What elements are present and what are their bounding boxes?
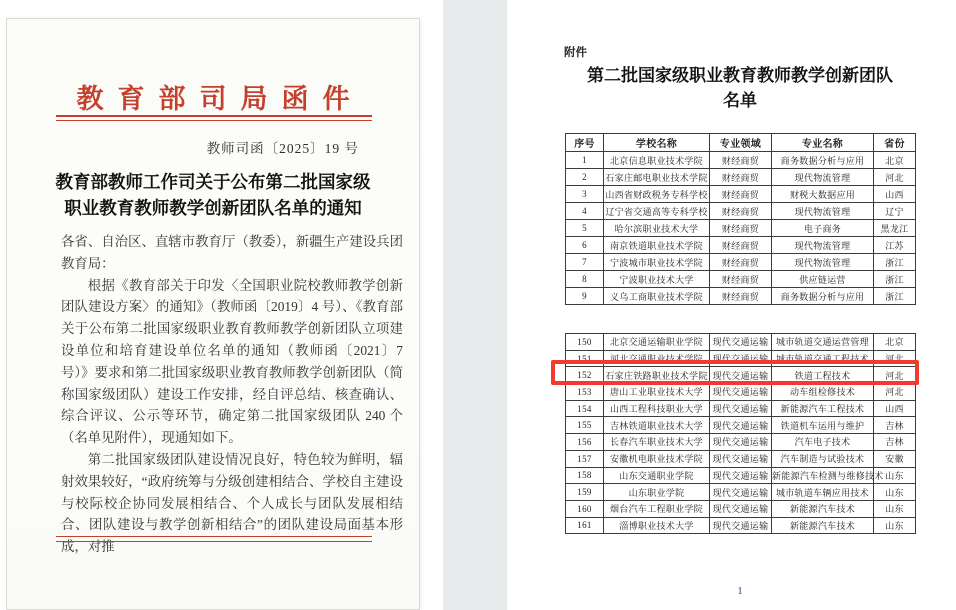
cell-major: 现代物流管理 [772, 237, 874, 254]
cell-no: 153 [566, 384, 604, 401]
cell-field: 财经商贸 [710, 186, 772, 203]
table-row-4 [566, 203, 916, 220]
cell-school: 山东交通职业学院 [604, 467, 710, 484]
cell-field: 现代交通运输 [710, 434, 772, 451]
cell-province: 山东 [874, 484, 916, 501]
cell-province: 黑龙江 [874, 220, 916, 237]
header-cell-school: 学校名称 [604, 134, 710, 152]
table-row-152 [566, 367, 916, 384]
cell-field: 现代交通运输 [710, 400, 772, 417]
cell-school: 哈尔滨职业技术大学 [604, 220, 710, 237]
cell-school: 吉林铁道职业技术大学 [604, 417, 710, 434]
cell-province: 吉林 [874, 434, 916, 451]
letter-paragraph-2: 第二批国家级团队建设情况良好，特色较为鲜明，辐射效果较好，“政府统筹与分级创建相结合、学校自主建设与校际校企协同发展相结合、个人成长与团队发展相结合、团队建设与教学创新相结合”的团队建设局面基本形成，对推 [61, 451, 403, 555]
cell-school: 南京铁道职业技术学院 [604, 237, 710, 254]
cell-province: 河北 [874, 367, 916, 384]
cell-major: 动车组检修技术 [772, 384, 874, 401]
cell-province: 河北 [874, 169, 916, 186]
cell-major: 城市轨道交通运营管理 [772, 334, 874, 351]
cell-field: 现代交通运输 [710, 484, 772, 501]
cell-major: 城市轨道车辆应用技术 [772, 484, 874, 501]
cell-school: 北京信息职业技术学院 [604, 152, 710, 169]
cell-no: 1 [566, 152, 604, 169]
cell-province: 浙江 [874, 271, 916, 288]
list-title-line-1: 第二批国家级职业教育教师教学创新团队 [587, 66, 893, 85]
table-row-150 [566, 334, 916, 351]
cell-field: 现代交通运输 [710, 450, 772, 467]
cell-field: 财经商贸 [710, 288, 772, 305]
cell-field: 现代交通运输 [710, 334, 772, 351]
cell-field: 财经商贸 [710, 254, 772, 271]
cell-no: 157 [566, 450, 604, 467]
cell-school: 北京交通运输职业学院 [604, 334, 710, 351]
cell-province: 山西 [874, 400, 916, 417]
cell-no: 155 [566, 417, 604, 434]
cell-no: 160 [566, 500, 604, 517]
cell-no: 9 [566, 288, 604, 305]
table-row-5 [566, 220, 916, 237]
cell-school: 石家庄铁路职业技术学院 [604, 367, 710, 384]
cell-major: 汽车电子技术 [772, 434, 874, 451]
cell-province: 河北 [874, 350, 916, 367]
table-row-3 [566, 186, 916, 203]
cell-school: 长春汽车职业技术大学 [604, 434, 710, 451]
letterhead-double-rule [56, 115, 372, 121]
letter-title [27, 169, 399, 221]
cell-major: 商务数据分析与应用 [772, 152, 874, 169]
cell-no: 7 [566, 254, 604, 271]
table-row-151 [566, 350, 916, 367]
table-row-6 [566, 237, 916, 254]
cell-no: 159 [566, 484, 604, 501]
cell-no: 158 [566, 467, 604, 484]
cell-school: 宁波城市职业技术学院 [604, 254, 710, 271]
cell-no: 152 [566, 367, 604, 384]
team-table-2 [565, 333, 916, 534]
cell-province: 山东 [874, 500, 916, 517]
cell-field: 现代交通运输 [710, 384, 772, 401]
cell-no: 4 [566, 203, 604, 220]
cell-major: 现代物流管理 [772, 169, 874, 186]
cell-province: 浙江 [874, 288, 916, 305]
cell-field: 财经商贸 [710, 152, 772, 169]
header-cell-major: 专业名称 [772, 134, 874, 152]
table-row-161 [566, 517, 916, 534]
attachment-label: 附件 [564, 47, 587, 59]
cell-no: 6 [566, 237, 604, 254]
cell-major: 城市轨道交通工程技术 [772, 350, 874, 367]
team-table-2-body [566, 334, 916, 534]
cell-province: 江苏 [874, 237, 916, 254]
cell-field: 现代交通运输 [710, 417, 772, 434]
cell-school: 烟台汽车工程职业学院 [604, 500, 710, 517]
table-row-8 [566, 271, 916, 288]
cell-school: 山西省财政税务专科学校 [604, 186, 710, 203]
attachment-page [507, 0, 956, 610]
team-table-1 [565, 133, 916, 305]
letterhead-title: 教育部司局函件 [76, 84, 364, 114]
table-row-159 [566, 484, 916, 501]
table-row-9 [566, 288, 916, 305]
letter-title-line-1: 教育部教师工作司关于公布第二批国家级 [55, 172, 371, 192]
letter-salutation: 各省、自治区、直辖市教育厅（教委），新疆生产建设兵团教育局： [61, 234, 403, 271]
cell-province: 山东 [874, 467, 916, 484]
cell-province: 吉林 [874, 417, 916, 434]
footer-double-rule [56, 536, 372, 542]
cell-field: 现代交通运输 [710, 467, 772, 484]
cell-major: 新能源汽车技术 [772, 500, 874, 517]
page-divider-strip [443, 0, 507, 610]
table-header-row [566, 134, 916, 152]
cell-major: 现代物流管理 [772, 254, 874, 271]
table-row-7 [566, 254, 916, 271]
cell-no: 3 [566, 186, 604, 203]
header-cell-no: 序号 [566, 134, 604, 152]
header-cell-province: 省份 [874, 134, 916, 152]
cell-province: 山东 [874, 517, 916, 534]
cell-school: 辽宁省交通高等专科学校 [604, 203, 710, 220]
cell-school: 河北交通职业技术学院 [604, 350, 710, 367]
cell-no: 161 [566, 517, 604, 534]
cell-major: 现代物流管理 [772, 203, 874, 220]
cell-no: 151 [566, 350, 604, 367]
cell-field: 财经商贸 [710, 271, 772, 288]
table-row-160 [566, 500, 916, 517]
cell-major: 供应链运营 [772, 271, 874, 288]
cell-school: 宁波职业技术大学 [604, 271, 710, 288]
cell-no: 150 [566, 334, 604, 351]
cell-field: 财经商贸 [710, 237, 772, 254]
cell-school: 石家庄邮电职业技术学院 [604, 169, 710, 186]
letter-page [6, 18, 420, 610]
cell-province: 辽宁 [874, 203, 916, 220]
list-title-line-2: 名单 [723, 91, 757, 110]
table-row-155 [566, 417, 916, 434]
cell-school: 山西工程科技职业大学 [604, 400, 710, 417]
header-cell-field: 专业领域 [710, 134, 772, 152]
list-title [561, 63, 919, 113]
cell-major: 电子商务 [772, 220, 874, 237]
table-row-157 [566, 450, 916, 467]
cell-major: 财税大数据应用 [772, 186, 874, 203]
cell-province: 北京 [874, 334, 916, 351]
cell-no: 8 [566, 271, 604, 288]
cell-major: 新能源汽车技术 [772, 517, 874, 534]
letter-paragraph-1: 根据《教育部关于印发〈全国职业院校教师教学创新团队建设方案〉的通知》（教师函〔2019〕4 号）、《教育部关于公布第二批国家级职业教育教师教学创新团队立项建设单位和培育建设单位名单的通知（教师函〔2021〕7 号）》要求和第二批国家级职业教育教师教学创新团队（简称国家级团队）建设工作安排，经自评总结、核查确认、综合评议、公示等环节，确定第二批国家级团队 240 个（名单见附件），现通知如下。 [61, 277, 403, 446]
cell-no: 5 [566, 220, 604, 237]
cell-field: 现代交通运输 [710, 350, 772, 367]
cell-field: 现代交通运输 [710, 500, 772, 517]
table-row-158 [566, 467, 916, 484]
cell-field: 财经商贸 [710, 169, 772, 186]
cell-major: 汽车制造与试验技术 [772, 450, 874, 467]
cell-field: 现代交通运输 [710, 517, 772, 534]
letter-body [61, 231, 403, 558]
cell-province: 北京 [874, 152, 916, 169]
cell-major: 新能源汽车检测与维修技术 [772, 467, 874, 484]
cell-province: 山西 [874, 186, 916, 203]
cell-field: 财经商贸 [710, 220, 772, 237]
cell-major: 铁道工程技术 [772, 367, 874, 384]
cell-no: 156 [566, 434, 604, 451]
cell-field: 现代交通运输 [710, 367, 772, 384]
table-row-2 [566, 169, 916, 186]
cell-school: 唐山工业职业技术大学 [604, 384, 710, 401]
cell-no: 154 [566, 400, 604, 417]
cell-province: 安徽 [874, 450, 916, 467]
cell-no: 2 [566, 169, 604, 186]
table-row-153 [566, 384, 916, 401]
cell-school: 义乌工商职业技术学院 [604, 288, 710, 305]
cell-school: 安徽机电职业技术学院 [604, 450, 710, 467]
table-row-156 [566, 434, 916, 451]
document-number: 教师司函〔2025〕19 号 [206, 141, 359, 156]
cell-province: 河北 [874, 384, 916, 401]
page-number: 1 [737, 585, 743, 597]
cell-major: 新能源汽车工程技术 [772, 400, 874, 417]
letter-title-line-2: 职业教育教师教学创新团队名单的通知 [64, 198, 362, 218]
cell-major: 商务数据分析与应用 [772, 288, 874, 305]
table-row-1 [566, 152, 916, 169]
cell-school: 淄博职业技术大学 [604, 517, 710, 534]
cell-major: 铁道机车运用与维护 [772, 417, 874, 434]
cell-province: 浙江 [874, 254, 916, 271]
table-row-154 [566, 400, 916, 417]
team-table-1-body [566, 152, 916, 305]
cell-school: 山东职业学院 [604, 484, 710, 501]
cell-field: 财经商贸 [710, 203, 772, 220]
